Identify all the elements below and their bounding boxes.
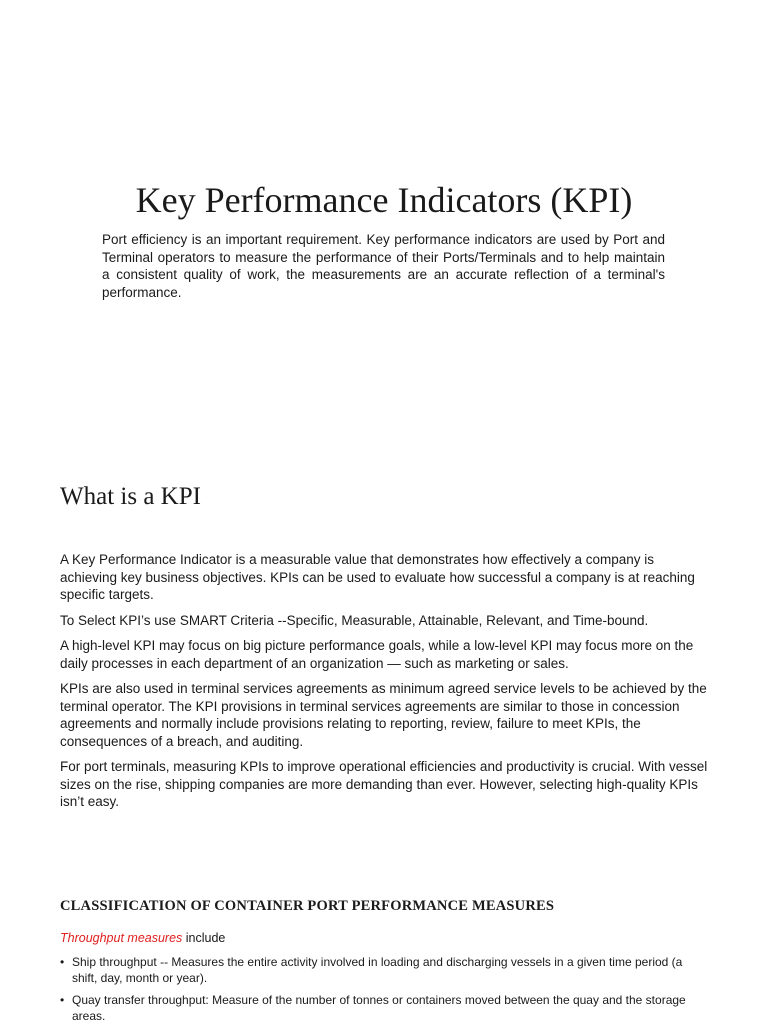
throughput-bullet-list: [60, 954, 710, 1030]
list-item: [60, 992, 710, 1024]
section-heading-what-is-kpi: What is a KPI: [60, 483, 201, 510]
paragraph: To Select KPI’s use SMART Criteria --Specific, Measurable, Attainable, Relevant, and Time-bound.: [60, 612, 649, 628]
page-title: Key Performance Indicators (KPI): [135, 180, 633, 220]
paragraph: For port terminals, measuring KPIs to improve operational efficiencies and productivity is crucial. With vessel sizes on the rise, shipping companies are more demanding than ever. However, selecting high-quality KPIs isn’t easy.: [60, 759, 708, 809]
throughput-suffix: include: [182, 931, 226, 945]
what-is-kpi-body: [60, 551, 710, 819]
throughput-line: [60, 930, 225, 947]
list-item: [60, 954, 710, 986]
bullet-icon: •: [60, 993, 65, 1007]
list-item-text: Ship throughput -- Measures the entire activity involved in loading and discharging vessels in a given time period (a shift, day, month or year).: [72, 955, 683, 985]
intro-paragraph: Port efficiency is an important requirement. Key performance indicators are used by Port and Terminal operators to measure the performance of their Ports/Terminals and to help maintain a consistent quality of work, the measurements are an accurate reflection of a terminal's performance.: [102, 232, 665, 300]
paragraph: A Key Performance Indicator is a measurable value that demonstrates how effectively a company is achieving key business objectives. KPIs can be used to evaluate how successful a company is at reaching specific targets.: [60, 552, 695, 602]
paragraph: A high-level KPI may focus on big picture performance goals, while a low-level KPI may focus more on the daily processes in each department of an organization — such as marketing or sales.: [60, 638, 694, 671]
bullet-icon: •: [60, 955, 65, 969]
classification-heading: CLASSIFICATION OF CONTAINER PORT PERFORMANCE MEASURES: [60, 898, 555, 914]
list-item-text: Quay transfer throughput: Measure of the number of tonnes or containers moved between the quay and the storage areas.: [72, 993, 686, 1023]
paragraph: KPIs are also used in terminal services agreements as minimum agreed service levels to be achieved by the terminal operator. The KPI provisions in terminal services agreements are similar to those in concession agreements and normally include provisions relating to reporting, review, failure to meet KPIs, the consequences of a breach, and auditing.: [60, 681, 707, 749]
throughput-label: Throughput measures: [60, 931, 183, 945]
